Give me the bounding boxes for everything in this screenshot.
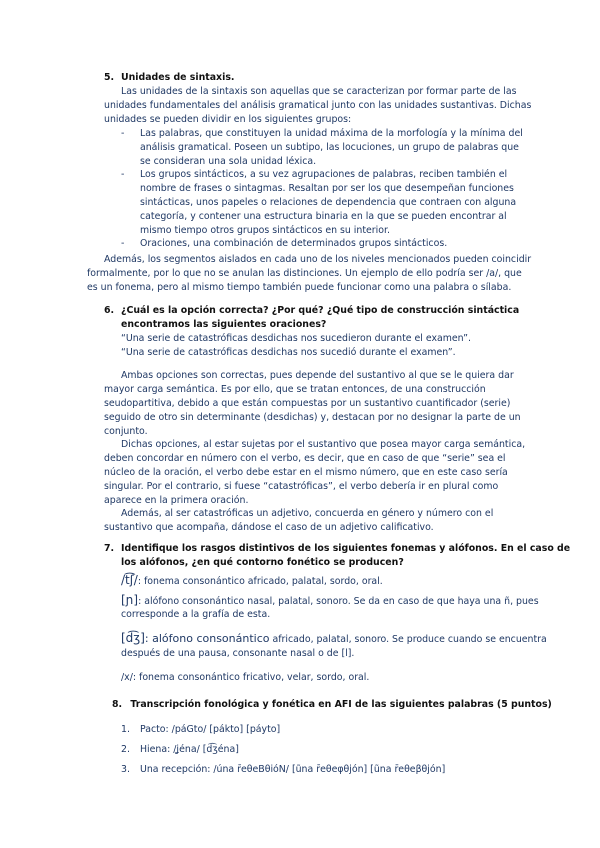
s5-bullet-2-line: mismo tiempo otros grupos sintácticos en su interior. (140, 225, 390, 236)
s5-intro-line: unidades se pueden dividir en los siguientes grupos: (104, 114, 352, 125)
s6-para-1-line: mayor carga semántica. Es por ello, que se tratan entonces, de una construcción (104, 384, 486, 395)
section-5-title: Unidades de sintaxis. (121, 72, 235, 83)
section-5-number: 5. (104, 72, 115, 83)
s5-closing-line: formalmente, por lo que no se anulan las distinciones. Un ejemplo de ello podría ser /a/, que (87, 268, 522, 279)
s8-item-text: Hiena: /ʝéna/ [d͡ʒéna] (140, 744, 239, 755)
section-8-heading (112, 698, 552, 712)
s7-item-text: : fonema consonántico africado, palatal, sordo, oral. (137, 576, 383, 587)
s5-bullet-1-line: análisis gramatical. Poseen un subtipo, las locuciones, un grupo de palabras que (140, 142, 519, 153)
s6-para-1-line: Ambas opciones son correctas, pues depende del sustantivo al que se le quiera dar (121, 370, 514, 381)
s6-para-2-line: aparece en la primera oración. (104, 495, 249, 506)
ipa-symbol: [d͡ʒ] (121, 631, 145, 645)
s6-para-2-line: Dichas opciones, al estar sujetas por el sustantivo que posea mayor carga semántica, (121, 439, 526, 450)
s6-example: “Una serie de catastróficas desdichas nos sucedió durante el examen”. (121, 347, 456, 358)
s5-bullet-2-line: sintácticas, unos papeles o relaciones de dependencia que contraen con alguna (140, 197, 517, 208)
bullet-dash: - (121, 128, 125, 139)
s5-closing-line: es un fonema, pero al mismo tiempo también puede funcionar como una palabra o sílaba. (87, 282, 512, 293)
s7-item-tsh (121, 574, 383, 589)
s8-item (121, 763, 445, 777)
bullet-dash: - (121, 169, 125, 180)
s7-item-text: africado, palatal, sonoro. Se produce cuando se encuentra (269, 634, 547, 645)
s6-para-1-line: seudopartitiva, debido a que están compuestas por un sustantivo cuantificador (serie) (104, 398, 511, 409)
section-6-number: 6. (104, 305, 115, 316)
s6-para-2-line: singular. Por el contrario, si fuese “catastróficas”, el verbo debería ir en plural como (104, 481, 499, 492)
s5-closing-line: Además, los segmentos aislados en cada uno de los niveles mencionados pueden coincidir (104, 254, 532, 265)
s7-item-x (121, 671, 369, 685)
s8-item-text: Pacto: /páGto/ [pákto] [páyto] (140, 724, 281, 735)
section-6-title-line: ¿Cuál es la opción correcta? ¿Por qué? ¿Qué tipo de construcción sintáctica (121, 305, 520, 316)
bullet-dash: - (121, 238, 125, 249)
s8-item-text: Una recepción: /úna r̄eθeBθióN/ [ũna r̄eθeφθjón] [ũna r̄eθeβθjón] (140, 764, 446, 775)
s8-item-number: 2. (121, 744, 130, 755)
ipa-symbol: /x/ (121, 672, 133, 683)
ipa-symbol: [ɲ] (121, 593, 139, 607)
s5-intro-line: unidades fundamentales del análisis gramatical junto con las unidades sustantivas. Dichas (104, 100, 532, 111)
s5-bullet-2-line: categoría, y contener una estructura binaria en la que se pueden encontrar al (140, 211, 507, 222)
section-7-number: 7. (104, 543, 115, 554)
s7-item-text: después de una pausa, consonante nasal o de [l]. (121, 648, 355, 659)
ipa-symbol: /t͡ʃ/ (121, 573, 138, 587)
s5-bullet-2-line: Los grupos sintácticos, a su vez agrupaciones de palabras, reciben también el (140, 169, 508, 180)
s8-item (121, 723, 280, 737)
s5-intro-line: Las unidades de la sintaxis son aquellas que se caracterizan por formar parte de las (121, 86, 517, 97)
s8-item-number: 3. (121, 764, 130, 775)
section-6-title-line: encontramos las siguientes oraciones? (121, 319, 327, 330)
s7-item-text: : fonema consonántico fricativo, velar, sordo, oral. (132, 672, 370, 683)
s7-item-enye (121, 594, 539, 609)
s8-item-number: 1. (121, 724, 130, 735)
s6-para-3-line: sustantivo que acompaña, dándose el caso de un adjetivo calificativo. (104, 522, 434, 533)
section-8-number: 8. (112, 699, 123, 710)
s7-item-dzh (121, 632, 547, 647)
section-8-title: Transcripción fonológica y fonética en AFI de las siguientes palabras (5 puntos) (130, 699, 552, 710)
s6-para-2-line: deben concordar en número con el verbo, es decir, que en caso de que “serie” sea el (104, 453, 506, 464)
s6-example: “Una serie de catastróficas desdichas nos sucedieron durante el examen”. (121, 333, 471, 344)
s6-para-3-line: Además, al ser catastróficas un adjetivo, concuerda en género y número con el (121, 508, 494, 519)
s5-bullet-3-line: Oraciones, una combinación de determinados grupos sintácticos. (140, 238, 448, 249)
s6-para-1-line: seguido de otro sin determinante (desdichas) y, destacan por no designar la parte de un (104, 412, 521, 423)
s5-bullet-1-line: Las palabras, que constituyen la unidad máxima de la morfología y la mínima del (140, 128, 523, 139)
s8-item (121, 743, 239, 757)
s6-para-2-line: núcleo de la oración, el verbo debe estar en el mismo número, que en este caso sería (104, 467, 508, 478)
s5-bullet-2-line: nombre de frases o sintagmas. Resaltan por ser los que desempeñan funciones (140, 183, 514, 194)
section-7-title-line: Identifique los rasgos distintivos de los siguientes fonemas y alófonos. En el caso de (121, 543, 571, 554)
s5-bullet-1-line: se consideran una sola unidad léxica. (140, 156, 317, 167)
s7-item-text: : alófono consonántico nasal, palatal, sonoro. Se da en caso de que haya una ñ, pues (138, 596, 539, 607)
s7-item-label: : alófono consonántico (144, 632, 270, 645)
section-7-title-line: los alófonos, ¿en qué contorno fonético se producen? (121, 557, 404, 568)
s6-para-1-line: conjunto. (104, 426, 148, 437)
s7-item-text: corresponde a la grafía de esta. (121, 609, 271, 620)
